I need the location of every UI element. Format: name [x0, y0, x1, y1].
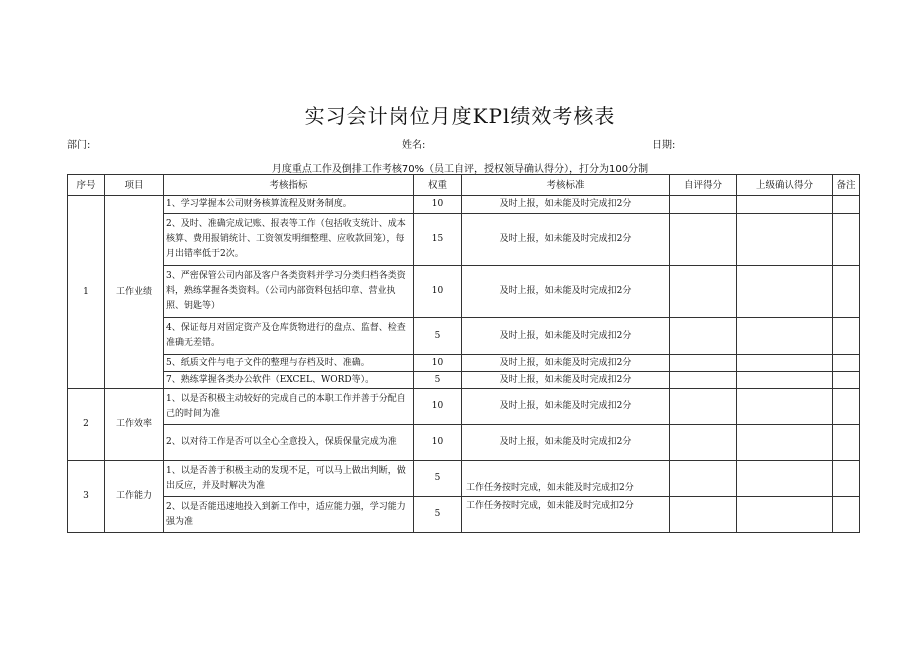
header-indicator: 考核指标 — [164, 175, 414, 196]
standard-cell: 及时上报，如未能及时完成扣2分 — [462, 389, 670, 425]
group-number: 3 — [68, 461, 105, 533]
remarks-cell[interactable] — [833, 318, 860, 355]
group-item: 工作效率 — [105, 389, 164, 461]
group-number: 1 — [68, 196, 105, 389]
table-subheading: 月度重点工作及倒排工作考核70%（员工自评，授权领导确认得分），打分为100分制 — [271, 164, 649, 175]
weight-cell: 5 — [414, 318, 462, 355]
self-score-cell[interactable] — [670, 461, 737, 497]
standard-cell: 及时上报，如未能及时完成扣2分 — [462, 214, 670, 266]
header-no: 序号 — [68, 175, 105, 196]
table-row — [68, 214, 860, 266]
self-score-cell[interactable] — [670, 389, 737, 425]
weight-cell: 5 — [414, 461, 462, 497]
weight-cell: 5 — [414, 497, 462, 533]
date-label: 日期: — [652, 140, 676, 151]
supervisor-score-cell[interactable] — [737, 318, 833, 355]
supervisor-score-cell[interactable] — [737, 389, 833, 425]
header-supervisor-score: 上级确认得分 — [737, 175, 833, 196]
remarks-cell[interactable] — [833, 214, 860, 266]
indicator-cell: 2、以是否能迅速地投入到新工作中，适应能力强，学习能力强为准 — [164, 497, 414, 533]
self-score-cell[interactable] — [670, 372, 737, 389]
group-item: 工作能力 — [105, 461, 164, 533]
self-score-cell[interactable] — [670, 214, 737, 266]
standard-cell: 工作任务按时完成，如未能及时完成扣2分 — [462, 461, 670, 497]
header-self-score: 自评得分 — [670, 175, 737, 196]
header-remarks: 备注 — [833, 175, 860, 196]
weight-cell: 10 — [414, 425, 462, 461]
indicator-cell: 5、纸质文件与电子文件的整理与存档及时、准确。 — [164, 355, 414, 372]
self-score-cell[interactable] — [670, 318, 737, 355]
indicator-cell: 2、及时、准确完成记账、报表等工作（包括收支统计、成本核算、费用报销统计、工资领发明细整理、应收款回笼），每月出错率低于2次。 — [164, 214, 414, 266]
remarks-cell[interactable] — [833, 266, 860, 318]
table-row — [68, 372, 860, 389]
kpi-table — [67, 174, 860, 533]
remarks-cell[interactable] — [833, 355, 860, 372]
standard-cell: 及时上报，如未能及时完成扣2分 — [462, 355, 670, 372]
indicator-cell: 2、以对待工作是否可以全心全意投入，保质保量完成为准 — [164, 425, 414, 461]
standard-cell: 及时上报，如未能及时完成扣2分 — [462, 196, 670, 214]
remarks-cell[interactable] — [833, 425, 860, 461]
standard-cell: 及时上报，如未能及时完成扣2分 — [462, 318, 670, 355]
standard-cell: 及时上报，如未能及时完成扣2分 — [462, 425, 670, 461]
table-row — [68, 497, 860, 533]
indicator-cell: 1、以是否善于积极主动的发现不足，可以马上做出判断，做出反应，并及时解决为准 — [164, 461, 414, 497]
supervisor-score-cell[interactable] — [737, 425, 833, 461]
weight-cell: 5 — [414, 372, 462, 389]
table-row — [68, 425, 860, 461]
supervisor-score-cell[interactable] — [737, 461, 833, 497]
self-score-cell[interactable] — [670, 425, 737, 461]
indicator-cell: 3、严密保管公司内部及客户各类资料并学习分类归档各类资料，熟练掌握各类资料。（公司内部资料包括印章、营业执照、钥匙等） — [164, 266, 414, 318]
remarks-cell[interactable] — [833, 196, 860, 214]
header-standard: 考核标准 — [462, 175, 670, 196]
remarks-cell[interactable] — [833, 497, 860, 533]
indicator-cell: 4、保证每月对固定资产及仓库货物进行的盘点、监督、检查准确无差错。 — [164, 318, 414, 355]
self-score-cell[interactable] — [670, 497, 737, 533]
table-row — [68, 318, 860, 355]
self-score-cell[interactable] — [670, 196, 737, 214]
dept-label: 部门: — [67, 140, 91, 151]
header-row — [68, 175, 860, 196]
header-weight: 权重 — [414, 175, 462, 196]
group-number: 2 — [68, 389, 105, 461]
table-row — [68, 389, 860, 425]
group-item: 工作业绩 — [105, 196, 164, 389]
name-label: 姓名: — [402, 140, 426, 151]
weight-cell: 10 — [414, 196, 462, 214]
supervisor-score-cell[interactable] — [737, 214, 833, 266]
weight-cell: 10 — [414, 266, 462, 318]
standard-cell: 及时上报，如未能及时完成扣2分 — [462, 266, 670, 318]
supervisor-score-cell[interactable] — [737, 355, 833, 372]
supervisor-score-cell[interactable] — [737, 497, 833, 533]
remarks-cell[interactable] — [833, 389, 860, 425]
table-row — [68, 461, 860, 497]
header-item: 项目 — [105, 175, 164, 196]
supervisor-score-cell[interactable] — [737, 196, 833, 214]
indicator-cell: 1、以是否积极主动较好的完成自己的本职工作并善于分配自己的时间为准 — [164, 389, 414, 425]
remarks-cell[interactable] — [833, 372, 860, 389]
indicator-cell: 7、熟练掌握各类办公软件（EXCEL、WORD等）。 — [164, 372, 414, 389]
standard-cell: 及时上报，如未能及时完成扣2分 — [462, 372, 670, 389]
standard-cell: 工作任务按时完成，如未能及时完成扣2分 — [462, 497, 670, 533]
supervisor-score-cell[interactable] — [737, 372, 833, 389]
weight-cell: 10 — [414, 389, 462, 425]
table-row — [68, 266, 860, 318]
remarks-cell[interactable] — [833, 461, 860, 497]
supervisor-score-cell[interactable] — [737, 266, 833, 318]
weight-cell: 15 — [414, 214, 462, 266]
self-score-cell[interactable] — [670, 355, 737, 372]
self-score-cell[interactable] — [670, 266, 737, 318]
table-row — [68, 196, 860, 214]
weight-cell: 10 — [414, 355, 462, 372]
page-title: 实习会计岗位月度KPl绩效考核表 — [304, 104, 616, 128]
indicator-cell: 1、学习掌握本公司财务核算流程及财务制度。 — [164, 196, 414, 214]
table-row — [68, 355, 860, 372]
